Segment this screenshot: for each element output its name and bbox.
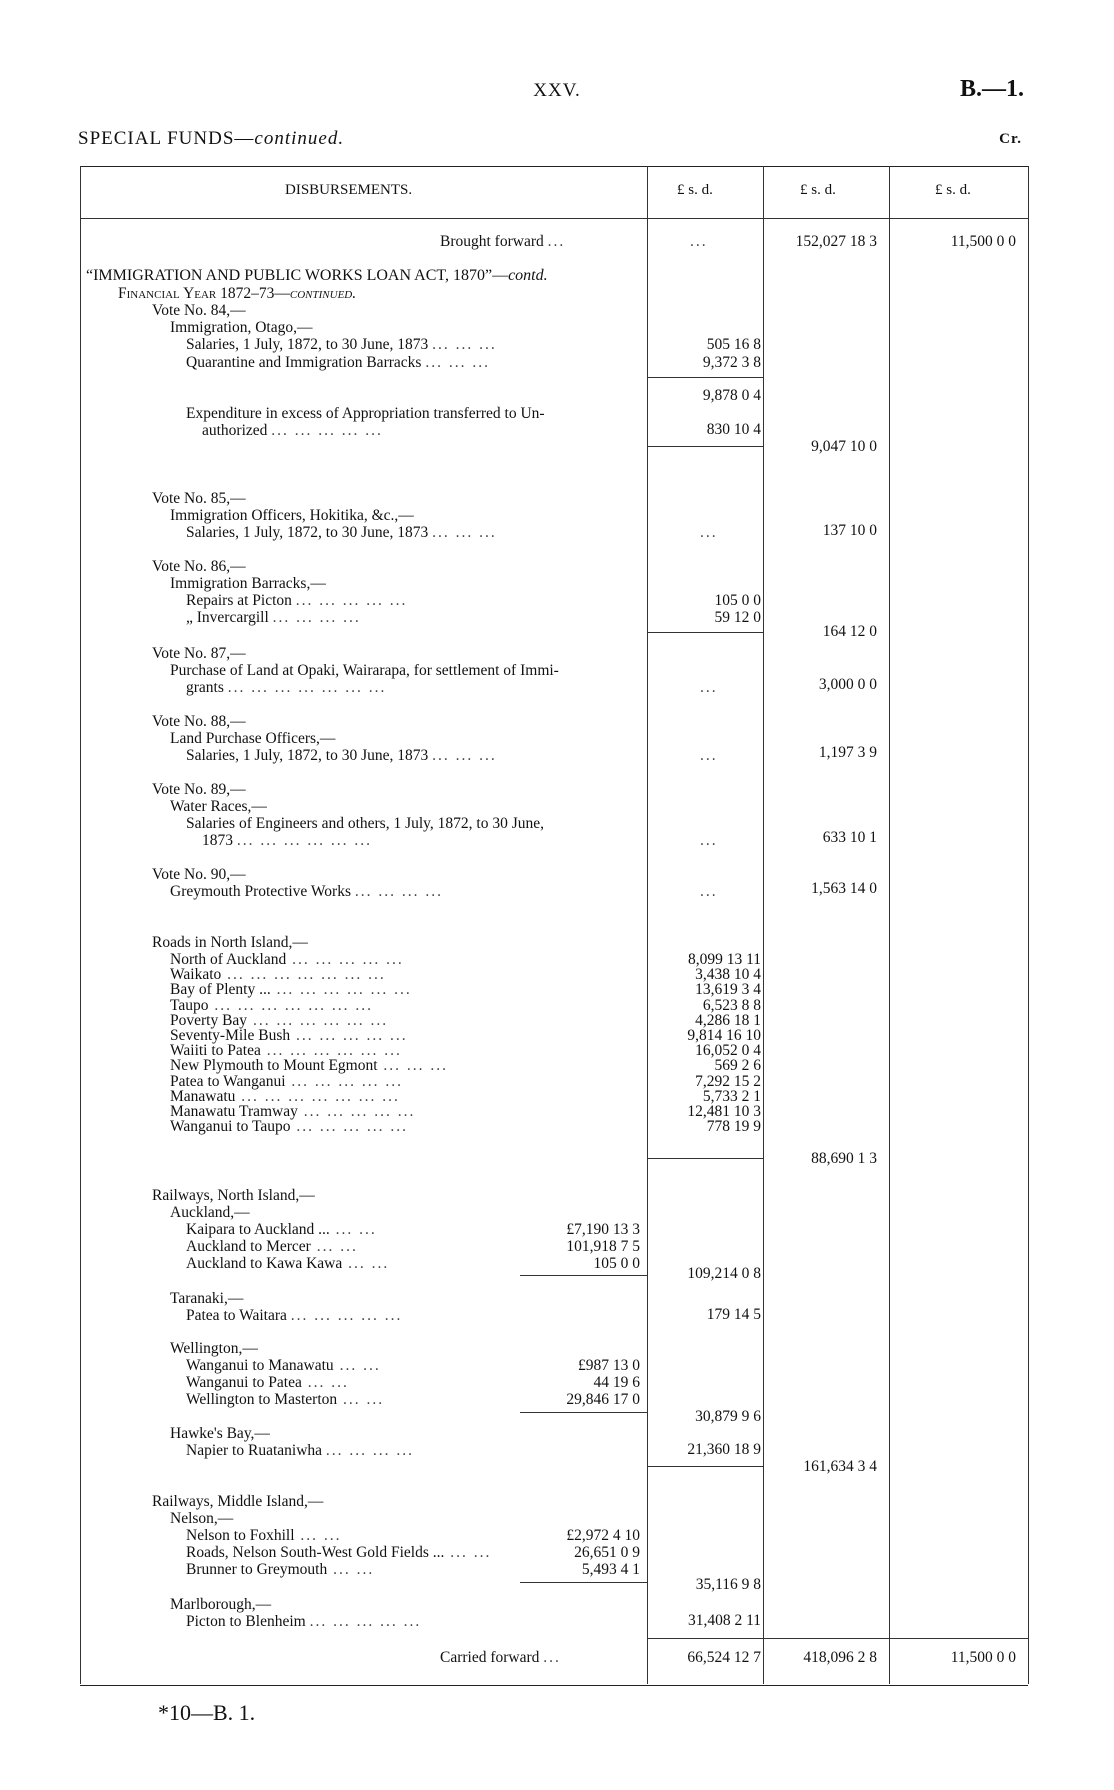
- vote-84-net-amount: 9,047 10 0: [811, 438, 877, 455]
- road-item-name: Bay of Plenty ...: [170, 981, 271, 999]
- road-item-amount: 8,099 13 11: [687, 951, 761, 968]
- vote-89-line1: Salaries of Engineers and others, 1 July, 1872, to 30 June,: [186, 815, 545, 832]
- wellington-item-amount: 29,846 17 0: [566, 1391, 640, 1408]
- vote-88-salaries: Salaries, 1 July, 1872, to 30 June, 1873 ... ... ...: [186, 747, 497, 764]
- nelson-item-label: Nelson to Foxhill ... ...: [186, 1527, 342, 1544]
- nelson-heading: Nelson,—: [170, 1510, 234, 1527]
- cf-col1-amount: 66,524 12 7: [687, 1649, 761, 1666]
- vote-85-salaries-text: Salaries, 1 July, 1872, to 30 June, 1873: [186, 524, 429, 541]
- vote-86-picton: Repairs at Picton ... ... ... ... ...: [186, 592, 408, 609]
- auckland-item-amount: 101,918 7 5: [566, 1238, 640, 1255]
- bf-col1-dots: ...: [690, 233, 708, 250]
- road-item-amount: 6,523 8 8: [702, 996, 761, 1014]
- carried-forward-rule: [647, 1638, 1028, 1639]
- financial-year-cont: continued.: [289, 285, 357, 302]
- marlborough-heading: Marlborough,—: [170, 1596, 272, 1613]
- vote-84-barracks-text: Quarantine and Immigration Barracks: [186, 354, 422, 371]
- road-item-name: New Plymouth to Mount Egmont: [170, 1057, 378, 1075]
- bf-col2-amount: 152,027 18 3: [795, 233, 877, 250]
- vote-84-excess-line1: Expenditure in excess of Appropriation transferred to Un-: [186, 405, 545, 422]
- road-item-label: Bay of Plenty ... ... ... ... ... ... ...: [170, 981, 412, 999]
- marlborough-item: Picton to Blenheim ... ... ... ... ...: [186, 1613, 422, 1630]
- auckland-item-name: Auckland to Mercer: [186, 1238, 311, 1255]
- taranaki-item: Patea to Waitara ... ... ... ... ...: [186, 1307, 403, 1324]
- road-item-amount: 7,292 15 2: [695, 1072, 761, 1090]
- wellington-item-label: Wanganui to Manawatu ... ...: [186, 1357, 381, 1374]
- vote-87-line2: grants ... ... ... ... ... ... ...: [186, 679, 387, 696]
- roads-total: 88,690 1 3: [811, 1150, 877, 1167]
- wellington-item-label: Wellington to Masterton ... ...: [186, 1391, 385, 1408]
- road-item-label: Patea to Wanganui ... ... ... ... ...: [170, 1072, 404, 1090]
- nelson-item-label: Roads, Nelson South-West Gold Fields ... ... ...: [186, 1544, 492, 1561]
- wellington-heading: Wellington,—: [170, 1340, 258, 1357]
- auckland-heading: Auckland,—: [170, 1204, 250, 1221]
- credit-side-label: Cr.: [999, 131, 1022, 147]
- vote-90-label: Vote No. 90,—: [152, 866, 246, 883]
- road-item-label: Waikato ... ... ... ... ... ... ...: [170, 966, 386, 984]
- vote-90-amount: 1,563 14 0: [811, 880, 877, 897]
- vote-84-sum-rule: [647, 377, 763, 378]
- road-item-label: Taupo ... ... ... ... ... ... ...: [170, 996, 374, 1014]
- road-item-label: Wanganui to Taupo ... ... ... ... ...: [170, 1118, 408, 1136]
- marlborough-amount: 31,408 2 11: [687, 1612, 761, 1629]
- vote-85-salaries: Salaries, 1 July, 1872, to 30 June, 1873 ... ... ...: [186, 524, 497, 541]
- vote-89-subhead: Water Races,—: [170, 798, 267, 815]
- nelson-item-amount: 5,493 4 1: [581, 1561, 640, 1578]
- wellington-item-amount: 44 19 6: [593, 1374, 640, 1391]
- header-rule: [80, 218, 1028, 219]
- auckland-item-name: Auckland to Kawa Kawa: [186, 1255, 343, 1272]
- vote-84-salaries-text: Salaries, 1 July, 1872, to 30 June, 1873: [186, 336, 429, 353]
- road-item-amount: 3,438 10 4: [695, 966, 761, 984]
- hawkes-bay-heading: Hawke's Bay,—: [170, 1425, 270, 1442]
- footer-reference: *10—B. 1.: [158, 1700, 256, 1725]
- taranaki-item-text: Patea to Waitara: [186, 1307, 287, 1324]
- road-item-amount: 9,814 16 10: [687, 1027, 761, 1044]
- section-title: [78, 128, 344, 150]
- vote-90-item: Greymouth Protective Works ... ... ... ...: [170, 883, 443, 900]
- nelson-total: 35,116 9 8: [695, 1576, 761, 1593]
- section-title-cont: continued.: [254, 128, 345, 149]
- vote-89-col1-dots: ...: [700, 832, 718, 849]
- road-item-name: Taupo: [170, 996, 209, 1014]
- road-item-label: Manawatu ... ... ... ... ... ... ...: [170, 1087, 400, 1105]
- vote-88-label: Vote No. 88,—: [152, 713, 246, 730]
- road-item-amount: 12,481 10 3: [687, 1103, 761, 1120]
- road-item-label: New Plymouth to Mount Egmont ... ... ...: [170, 1057, 449, 1075]
- vote-90-col1-dots: ...: [700, 883, 718, 900]
- vote-85-subhead: Immigration Officers, Hokitika, &c.,—: [170, 507, 414, 524]
- cf-col3-amount: 11,500 0 0: [950, 1649, 1016, 1666]
- vote-88-col1-dots: ...: [700, 747, 718, 764]
- hawkes-bay-amount: 21,360 18 9: [687, 1441, 761, 1458]
- nelson-item-label: Brunner to Greymouth ... ...: [186, 1561, 375, 1578]
- vote-87-col1-dots: ...: [700, 679, 718, 696]
- auckland-sum-rule: [520, 1275, 647, 1276]
- vote-87-line1: Purchase of Land at Opaki, Wairarapa, for settlement of Immi-: [170, 662, 559, 679]
- hawkes-bay-item-text: Napier to Ruataniwha: [186, 1442, 323, 1459]
- vote-84-barracks-amount: 9,372 3 8: [702, 354, 761, 371]
- vote-86-subhead: Immigration Barracks,—: [170, 575, 326, 592]
- road-item-label: Manawatu Tramway ... ... ... ... ...: [170, 1103, 416, 1120]
- railways-middle-heading: Railways, Middle Island,—: [152, 1493, 324, 1510]
- vote-86-picton-amount: 105 0 0: [714, 592, 761, 609]
- vote-84-subtotal: 9,878 0 4: [702, 387, 761, 404]
- road-item-label: Waiiti to Patea ... ... ... ... ... ...: [170, 1042, 402, 1060]
- vote-84-label: Vote No. 84,—: [152, 302, 246, 319]
- road-item-name: North of Auckland: [170, 951, 287, 968]
- road-item-amount: 569 2 6: [714, 1057, 761, 1075]
- vote-89-amount: 633 10 1: [822, 829, 877, 846]
- nelson-item-amount: 26,651 0 9: [574, 1544, 640, 1561]
- auckland-item-amount: £7,190 13 3: [566, 1221, 640, 1238]
- rule-col2: [763, 166, 764, 1684]
- col1-heading: £ s. d.: [677, 182, 713, 198]
- act-heading-main: “IMMIGRATION AND PUBLIC WORKS LOAN ACT, 1870”—: [86, 267, 509, 284]
- auckland-total: 109,214 0 8: [687, 1265, 761, 1282]
- road-item-name: Waikato: [170, 966, 222, 984]
- auckland-item-amount: 105 0 0: [593, 1255, 640, 1272]
- wellington-sum-rule: [520, 1412, 647, 1413]
- vote-84-barracks: Quarantine and Immigration Barracks ... ... ...: [186, 354, 490, 371]
- carried-forward-text: Carried forward: [440, 1649, 540, 1666]
- taranaki-amount: 179 14 5: [706, 1306, 761, 1323]
- vote-84-subhead: Immigration, Otago,—: [170, 319, 313, 336]
- vote-86-label: Vote No. 86,—: [152, 558, 246, 575]
- road-item-amount: 13,619 3 4: [695, 981, 761, 999]
- road-item-name: Manawatu Tramway: [170, 1103, 298, 1120]
- vote-85-amount: 137 10 0: [822, 522, 877, 539]
- vote-84-salaries: Salaries, 1 July, 1872, to 30 June, 1873 ... ... ...: [186, 336, 497, 353]
- wellington-item-label: Wanganui to Patea ... ...: [186, 1374, 349, 1391]
- road-item-label: Poverty Bay ... ... ... ... ... ...: [170, 1011, 389, 1029]
- wellington-item-name: Wanganui to Manawatu: [186, 1357, 334, 1374]
- rule-col3: [889, 166, 890, 1684]
- vote-86-invercargill: „ Invercargill ... ... ... ...: [186, 609, 361, 626]
- vote-88-amount: 1,197 3 9: [818, 744, 877, 761]
- road-item-label: Seventy-Mile Bush ... ... ... ... ...: [170, 1027, 408, 1044]
- vote-86-picton-text: Repairs at Picton: [186, 592, 292, 609]
- taranaki-heading: Taranaki,—: [170, 1290, 244, 1307]
- road-item-name: Wanganui to Taupo: [170, 1118, 291, 1136]
- wellington-total: 30,879 9 6: [695, 1408, 761, 1425]
- bf-col3-amount: 11,500 0 0: [950, 233, 1016, 250]
- nelson-item-name: Roads, Nelson South-West Gold Fields ...: [186, 1544, 445, 1561]
- vote-86-invercargill-text: „ Invercargill: [186, 609, 269, 626]
- vote-86-total: 164 12 0: [822, 623, 877, 640]
- road-item-name: Waiiti to Patea: [170, 1042, 261, 1060]
- vote-88-salaries-text: Salaries, 1 July, 1872, to 30 June, 1873: [186, 747, 429, 764]
- brought-forward-text: Brought forward: [440, 233, 544, 250]
- railways-north-total: 161,634 3 4: [803, 1458, 877, 1475]
- brought-forward-label: Brought forward ...: [440, 233, 566, 250]
- financial-year: [118, 285, 356, 303]
- road-item-label: North of Auckland ... ... ... ... ...: [170, 951, 404, 968]
- road-item-amount: 4,286 18 1: [695, 1011, 761, 1029]
- road-item-amount: 16,052 0 4: [695, 1042, 761, 1060]
- railways-north-heading: Railways, North Island,—: [152, 1187, 315, 1204]
- wellington-item-name: Wanganui to Patea: [186, 1374, 302, 1391]
- cf-col2-amount: 418,096 2 8: [803, 1649, 877, 1666]
- nelson-sum-rule: [520, 1582, 647, 1583]
- rule-col1: [647, 166, 648, 1684]
- page-number: XXV.: [533, 80, 581, 101]
- col3-heading: £ s. d.: [935, 182, 971, 198]
- vote-85-label: Vote No. 85,—: [152, 490, 246, 507]
- vote-89-label: Vote No. 89,—: [152, 781, 246, 798]
- nelson-item-name: Nelson to Foxhill: [186, 1527, 295, 1544]
- vote-86-invercargill-amount: 59 12 0: [714, 609, 761, 626]
- nelson-item-amount: £2,972 4 10: [566, 1527, 640, 1544]
- vote-84-excess-line2-text: authorized: [202, 422, 268, 439]
- road-item-amount: 5,733 2 1: [702, 1087, 761, 1105]
- financial-year-main: Financial Year 1872–73—: [118, 285, 290, 302]
- vote-88-subhead: Land Purchase Officers,—: [170, 730, 336, 747]
- nelson-item-name: Brunner to Greymouth: [186, 1561, 328, 1578]
- rule-left: [80, 166, 81, 1684]
- railways-north-sum-rule: [647, 1466, 763, 1467]
- vote-87-amount: 3,000 0 0: [818, 676, 877, 693]
- hawkes-bay-item: Napier to Ruataniwha ... ... ... ...: [186, 1442, 415, 1459]
- road-item-name: Seventy-Mile Bush: [170, 1027, 291, 1044]
- vote-87-label: Vote No. 87,—: [152, 645, 246, 662]
- road-item-amount: 778 19 9: [706, 1118, 761, 1136]
- auckland-item-name: Kaipara to Auckland ...: [186, 1221, 330, 1238]
- vote-89-line2: 1873 ... ... ... ... ... ...: [202, 832, 372, 849]
- col2-heading: £ s. d.: [800, 182, 836, 198]
- wellington-item-amount: £987 13 0: [578, 1357, 640, 1374]
- roads-north-island-heading: Roads in North Island,—: [152, 934, 308, 951]
- vote-90-item-text: Greymouth Protective Works: [170, 883, 351, 900]
- vote-84-salaries-amount: 505 16 8: [706, 336, 761, 353]
- section-title-main: SPECIAL FUNDS—: [78, 128, 255, 149]
- marlborough-item-text: Picton to Blenheim: [186, 1613, 306, 1630]
- roads-sum-rule: [647, 1158, 763, 1159]
- vote-89-line2-text: 1873: [202, 832, 233, 849]
- road-item-name: Poverty Bay: [170, 1011, 248, 1029]
- auckland-item-label: Kaipara to Auckland ... ... ...: [186, 1221, 377, 1238]
- vote-84-excess-rule: [647, 446, 763, 447]
- act-heading-cont: contd.: [508, 267, 548, 284]
- vote-86-sum-rule: [647, 632, 763, 633]
- vote-84-excess-amount: 830 10 4: [706, 421, 761, 438]
- road-item-name: Manawatu: [170, 1087, 236, 1105]
- act-heading: [86, 267, 548, 285]
- carried-forward-label: Carried forward ...: [440, 1649, 561, 1666]
- rule-right: [1028, 166, 1029, 1684]
- road-item-name: Patea to Wanganui: [170, 1072, 286, 1090]
- document-reference: B.—1.: [959, 76, 1024, 102]
- wellington-item-name: Wellington to Masterton: [186, 1391, 338, 1408]
- vote-87-line2-text: grants: [186, 679, 224, 696]
- disbursements-heading: DISBURSEMENTS.: [285, 182, 413, 198]
- auckland-item-label: Auckland to Mercer ... ...: [186, 1238, 358, 1255]
- auckland-item-label: Auckland to Kawa Kawa ... ...: [186, 1255, 390, 1272]
- vote-84-excess-line2: authorized ... ... ... ... ...: [202, 422, 383, 439]
- vote-85-col1-dots: ...: [700, 524, 718, 541]
